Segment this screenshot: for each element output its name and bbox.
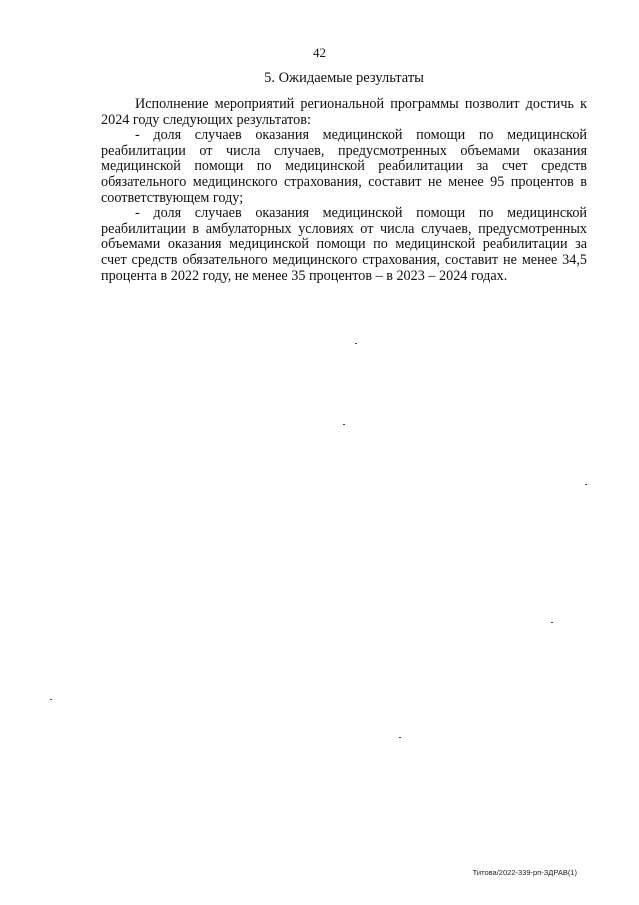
result-item-2: - доля случаев оказания медицинской помощи по медицинской реабилитации в амбулаторных условиях от числа случаев, предусмотренных объемами оказания медицинской помощи по медицинской реабилитации за счет средств обязательного медицинского страхования, составит не менее 34,5 процента в 2022 году, не менее 35 процентов – в 2023 – 2024 годах. bbox=[101, 205, 587, 284]
page-number: 42 bbox=[313, 45, 326, 60]
scan-speck bbox=[355, 343, 357, 344]
scan-speck bbox=[343, 424, 345, 425]
intro-paragraph: Исполнение мероприятий региональной программы позволит достичь к 2024 году следующих результатов: bbox=[101, 96, 587, 128]
scan-speck bbox=[551, 622, 553, 623]
result-item-1: - доля случаев оказания медицинской помощи по медицинской реабилитации от числа случаев, предусмотренных объемами оказания медицинской помощи по медицинской реабилитации за счет средств обязательного медицинского страхования, составит не менее 95 процентов в соответствующем году; bbox=[101, 127, 587, 206]
section-title: 5. Ожидаемые результаты bbox=[264, 70, 424, 86]
document-code: Титова/2022-339-рп-ЗДРАВ(1) bbox=[472, 868, 577, 877]
scan-speck bbox=[585, 484, 587, 485]
body-text bbox=[101, 97, 587, 284]
scan-speck bbox=[50, 699, 52, 700]
scan-speck bbox=[399, 737, 401, 738]
